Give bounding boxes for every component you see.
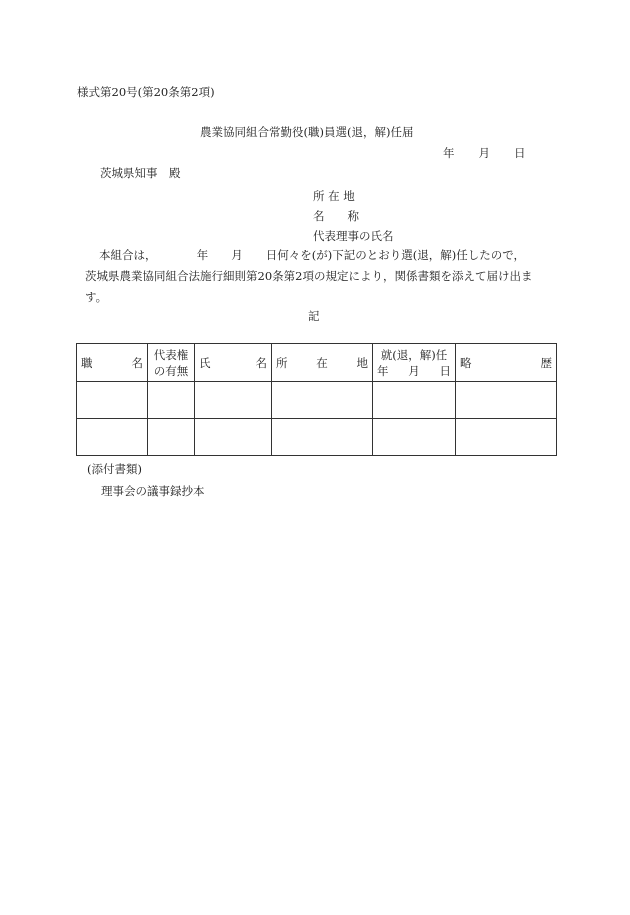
attachment-item: 理事会の議事録抄本 [101,484,205,498]
header-name [195,344,272,382]
header-history [456,344,557,382]
header-appointment-date [373,344,456,382]
header-representation-line-2: の有無 [153,363,189,378]
header-position [77,344,148,382]
header-position-char-1: 職 [81,355,93,370]
table-cell [195,382,272,419]
officer-table [76,343,557,456]
representative-label: 代表理事の氏名 [313,229,394,243]
table-cell [272,419,373,456]
header-address-char-2: 在 [316,355,328,370]
ki-heading: 記 [308,309,320,323]
header-name-char-2: 名 [255,355,267,370]
table-cell [373,382,456,419]
table-cell [148,382,195,419]
address-label: 所 在 地 [313,189,355,203]
header-name-char-1: 氏 [199,355,211,370]
header-representation [148,344,195,382]
table-cell [195,419,272,456]
body-line-3: す。 [85,290,108,304]
attachments-heading: (添付書類) [87,462,142,476]
date-day-label: 日 [514,146,526,160]
header-history-char-1: 略 [460,355,472,370]
body-text [85,245,555,308]
header-appointment-month: 月 [408,363,420,378]
header-appointment-year: 年 [377,363,389,378]
header-representation-line-1: 代表権 [153,347,189,362]
table-cell [456,419,557,456]
date-month-label: 月 [478,146,490,160]
body-line-2: 茨城県農業協同組合法施行細則第20条第2項の規定により，関係書類を添えて届け出ま [85,269,533,283]
document-title: 農業協同組合常勤役(職)員選(退，解)任届 [200,125,414,139]
header-appointment-line-1: 就(退，解)任 [380,347,448,362]
header-address-char-3: 地 [356,355,368,370]
addressee: 茨城県知事 殿 [100,166,181,180]
name-label: 名 称 [313,209,359,223]
header-appointment-day: 日 [439,363,451,378]
header-address-char-1: 所 [276,355,288,370]
table-cell [373,419,456,456]
table-cell [456,382,557,419]
table-row [77,419,557,456]
table-cell [77,382,148,419]
form-number: 様式第20号(第20条第2項) [77,85,215,99]
body-line-1: 本組合は， 年 月 日何々を(が)下記のとおり選(退，解)任したので， [99,248,525,262]
table-cell [77,419,148,456]
date-year-label: 年 [443,146,455,160]
date-line [443,147,526,161]
table-row [77,382,557,419]
table-header-row [77,344,557,382]
table-cell [272,382,373,419]
applicant-block [313,186,394,246]
header-address [272,344,373,382]
header-position-char-2: 名 [131,355,143,370]
table-cell [148,419,195,456]
header-history-char-2: 歴 [540,355,552,370]
